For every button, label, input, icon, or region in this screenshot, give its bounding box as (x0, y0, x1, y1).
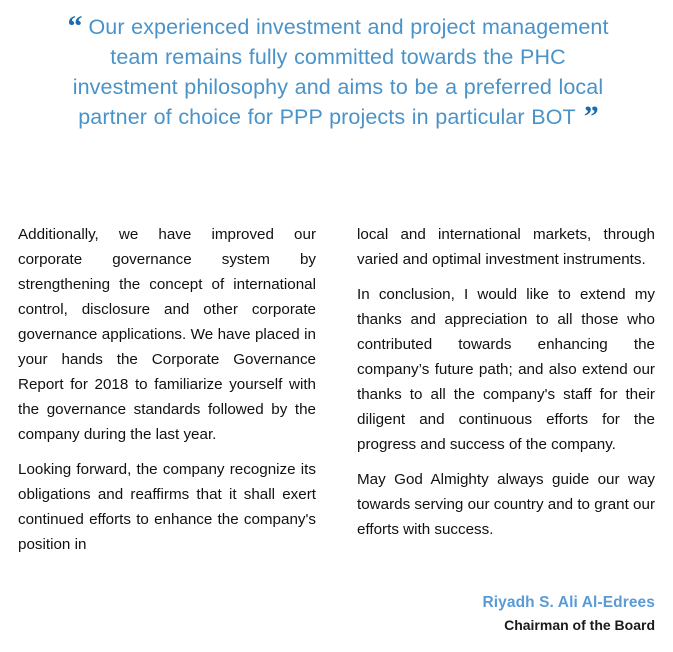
paragraph-conclusion: In conclusion, I would like to extend my thanks and appreciation to all those who contributed towards enhancing the company’s future path; and also extend our thanks to all the company's staff for their diligent and continuous efforts for the progress and success of the company. (357, 286, 655, 453)
paragraph-markets-continuation: local and international markets, through varied and optimal investment instruments. (357, 226, 655, 268)
body-columns (0, 222, 673, 557)
pull-quote-text-line: “ Our experienced investment and project management team remains fully committed towards the PHC investment philosophy and aims to be a preferred local partner of choice for PPP projects in particular BOT ” (67, 10, 609, 133)
signatory-title: Chairman of the Board (504, 617, 655, 633)
pull-quote-body: Our experienced investment and project management team remains fully committed towards the PHC investment philosophy and aims to be a preferred local partner of choice for PPP projects in particular BOT (72, 15, 609, 129)
paragraph-looking-forward: Looking forward, the company recognize its obligations and reaffirms that it shall exert continued efforts to enhance the company's position in (18, 461, 316, 553)
right-column (357, 222, 655, 557)
paragraph-blessing: May God Almighty always guide our way towards serving our country and to grant our efforts with success. (357, 471, 656, 538)
signatory-name: Riyadh S. Ali Al-Edrees (482, 594, 655, 611)
left-column (18, 222, 316, 557)
pull-quote (62, 12, 614, 132)
signature-block (482, 592, 655, 635)
paragraph-governance: Additionally, we have improved our corporate governance system by strengthening the concept of international control, disclosure and other corporate governance applications. We have placed in your hands the Corporate Governance Report for 2018 to familiarize yourself with the governance standards followed by the company during the last year. (18, 226, 316, 443)
